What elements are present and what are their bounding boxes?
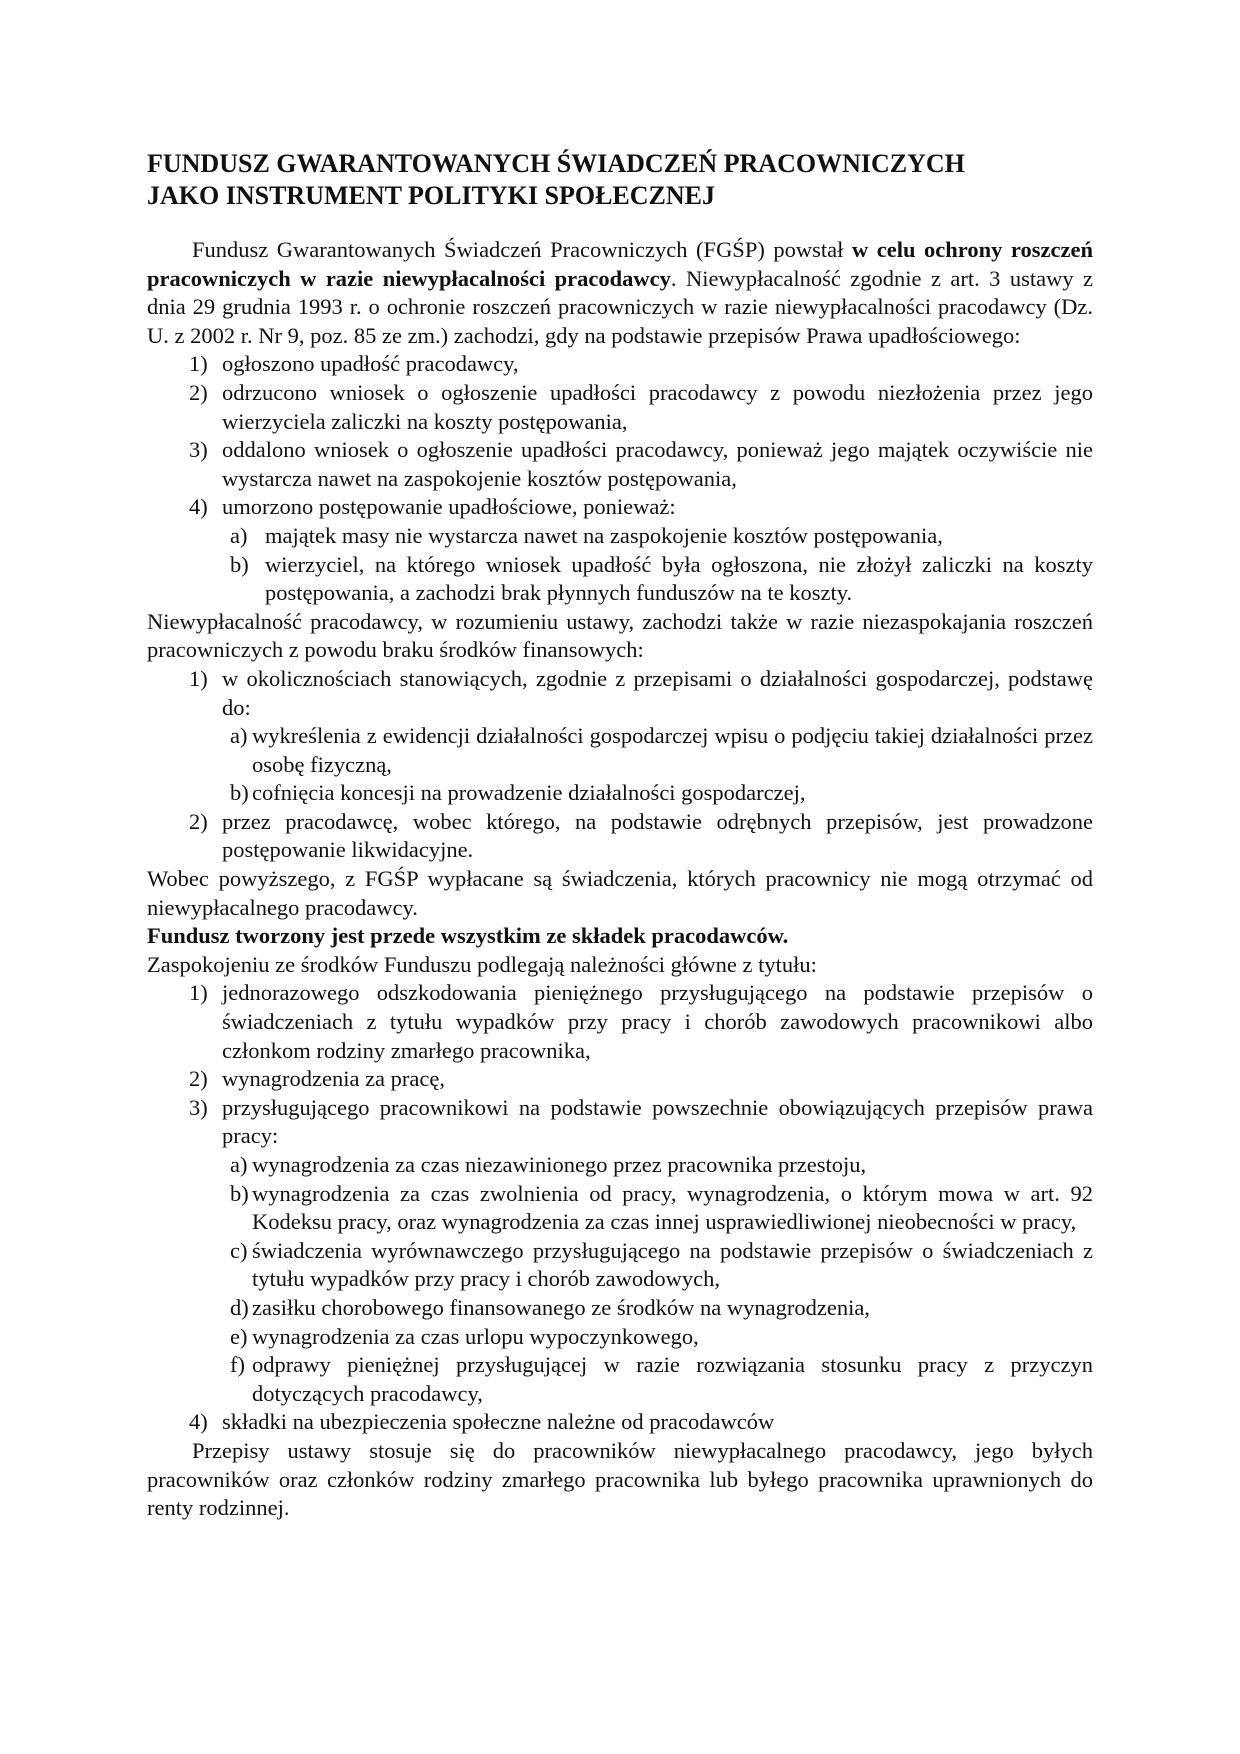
- paragraph-5: Zaspokojeniu ze środków Funduszu podlegają należności główne z tytułu:: [147, 951, 817, 977]
- sub-list-item-text: zasiłku chorobowego finansowanego ze środków na wynagrodzenia,: [252, 1294, 870, 1320]
- sub-list-marker: b): [230, 1180, 249, 1206]
- list-item: [147, 1094, 1093, 1409]
- list-marker: 2): [189, 808, 208, 834]
- additional-insolvency-list: [147, 665, 1093, 865]
- list-item: [147, 493, 1093, 607]
- list-item: [147, 350, 1093, 379]
- sub-list-item-text: cofnięcia koncesji na prowadzenie działalności gospodarczej,: [252, 780, 806, 806]
- sub-list-item: [147, 1323, 1093, 1352]
- sub-list-marker: d): [230, 1294, 249, 1320]
- sub-list-marker: e): [230, 1323, 248, 1349]
- list-item: [147, 979, 1093, 1065]
- title-line-2: JAKO INSTRUMENT POLITYKI SPOŁECZNEJ: [147, 181, 716, 210]
- intro-text-end: . Niewypłacalność zgodnie z art. 3 ustawy z dnia 29 grudnia 1993 r. o ochronie roszczeń pracowniczych w razie niewypłacalności pracodawcy (Dz. U. z 2002 r. Nr 9, poz. 85 ze zm.) zachodzi, gdy na podstawie przepisów Prawa upadłościowego:: [147, 265, 1093, 348]
- sub-list-item: [147, 1237, 1093, 1294]
- sub-list-marker: a): [230, 1152, 248, 1177]
- list-item-text: wynagrodzenia za pracę,: [222, 1066, 445, 1092]
- sub-list: [222, 1151, 1093, 1408]
- list-item-text: oddalono wniosek o ogłoszenie upadłości pracodawcy, ponieważ jego majątek oczywiście nie wystarcza nawet na zaspokojenie kosztów postępowania,: [222, 437, 1093, 491]
- document-body: [147, 148, 1093, 1523]
- sub-list-item: [147, 1351, 1093, 1408]
- sub-list-item: [147, 1294, 1093, 1323]
- sub-list: [222, 522, 1093, 608]
- sub-list-item-text: świadczenia wyrównawczego przysługującego na podstawie przepisów o świadczeniach z tytułu wypadków przy pracy i chorób zawodowych,: [252, 1237, 1093, 1292]
- sub-list-marker: a): [230, 522, 248, 548]
- list-item: [147, 436, 1093, 493]
- document-title: [147, 148, 1093, 212]
- list-item-text: umorzono postępowanie upadłościowe, ponieważ:: [222, 494, 676, 520]
- list-item: [147, 1408, 1093, 1437]
- covered-claims-list: [147, 979, 1093, 1437]
- sub-list-item-text: majątek masy nie wystarcza nawet na zaspokojenie kosztów postępowania,: [265, 522, 943, 548]
- sub-list-item-text: wykreślenia z ewidencji działalności gospodarczej wpisu o podjęciu takiej działalności przez osobę fizyczną,: [252, 723, 1093, 777]
- list-marker: 3): [189, 1094, 208, 1120]
- sub-list-item-text: odprawy pieniężnej przysługującej w razie rozwiązania stosunku pracy z przyczyn dotyczących pracodawcy,: [252, 1352, 1093, 1406]
- sub-list-item: [147, 722, 1093, 779]
- list-marker: 1): [189, 351, 208, 377]
- list-item-text: jednorazowego odszkodowania pieniężnego przysługującego na podstawie przepisów o świadczeniach z tytułu wypadków przy pracy i chorób zawodowych pracownikowi albo członkom rodziny zmarłego pracownika,: [222, 980, 1093, 1063]
- sub-list-marker: b): [230, 780, 249, 806]
- sub-list-item-text: wynagrodzenia za czas zwolnienia od pracy, wynagrodzenia, o którym mowa w art. 92 Kodeksu pracy, oraz wynagrodzenia za czas innej usprawiedliwionej nieobecności w pracy,: [252, 1180, 1093, 1235]
- list-marker: 4): [189, 1409, 208, 1435]
- bold-statement: Fundusz tworzony jest przede wszystkim ze składek pracodawców.: [147, 923, 789, 949]
- list-marker: 2): [189, 1066, 208, 1092]
- list-marker: 3): [189, 437, 208, 463]
- paragraph-4-bold: [147, 922, 1093, 951]
- list-item: [147, 1065, 1093, 1094]
- list-marker: 1): [189, 980, 208, 1006]
- list-marker: 4): [189, 494, 208, 520]
- sub-list-item-text: wynagrodzenia za czas niezawinionego przez pracownika przestoju,: [252, 1152, 867, 1177]
- sub-list-item: [147, 551, 1093, 608]
- sub-list: [222, 722, 1093, 808]
- sub-list-marker: a): [230, 723, 248, 749]
- list-item-text: przez pracodawcę, wobec którego, na podstawie odrębnych przepisów, jest prowadzone postępowanie likwidacyjne.: [222, 808, 1093, 863]
- sub-list-item: [147, 1180, 1093, 1237]
- sub-list-marker: c): [230, 1237, 248, 1263]
- title-line-1: FUNDUSZ GWARANTOWANYCH ŚWIADCZEŃ PRACOWNICZYCH: [147, 149, 965, 178]
- list-marker: 1): [189, 665, 208, 691]
- list-item-text: ogłoszono upadłość pracodawcy,: [222, 351, 519, 377]
- sub-list-item-text: wynagrodzenia za czas urlopu wypoczynkowego,: [252, 1323, 699, 1349]
- sub-list-item: [147, 1151, 1093, 1180]
- sub-list-item-text: wierzyciel, na którego wniosek upadłość była ogłoszona, nie złożył zaliczki na koszty postępowania, a zachodzi brak płynnych funduszów na te koszty.: [265, 551, 1093, 606]
- list-item: [147, 379, 1093, 436]
- intro-paragraph: [147, 236, 1093, 350]
- list-item-text: składki na ubezpieczenia społeczne należne od pracodawców: [222, 1409, 775, 1435]
- sub-list-marker: f): [230, 1352, 245, 1378]
- list-item-text: odrzucono wniosek o ogłoszenie upadłości pracodawcy z powodu niezłożenia przez jego wierzyciela zaliczki na koszty postępowania,: [222, 379, 1093, 434]
- sub-list-item: [147, 779, 1093, 808]
- list-item-text: w okolicznościach stanowiących, zgodnie z przepisami o działalności gospodarczej, podstawę do:: [222, 665, 1093, 720]
- sub-list-marker: b): [230, 551, 249, 577]
- intro-text-start: Fundusz Gwarantowanych Świadczeń Pracowniczych (FGŚP) powstał: [192, 237, 852, 262]
- paragraph-2: Niewypłacalność pracodawcy, w rozumieniu ustawy, zachodzi także w razie niezaspokajania roszczeń pracowniczych z powodu braku środków finansowych:: [147, 608, 1093, 663]
- intro-bold-text: w celu ochrony roszczeń pracowniczych w razie niewypłacalności pracodawcy: [147, 237, 1093, 291]
- list-item-text: przysługującego pracownikowi na podstawie powszechnie obowiązujących przepisów prawa pracy:: [222, 1094, 1093, 1149]
- sub-list-item: [147, 522, 1093, 551]
- list-marker: 2): [189, 379, 208, 405]
- insolvency-conditions-list: [147, 350, 1093, 607]
- paragraph-3: Wobec powyższego, z FGŚP wypłacane są świadczenia, których pracownicy nie mogą otrzymać od niewypłacalnego pracodawcy.: [147, 866, 1093, 920]
- closing-paragraph: Przepisy ustawy stosuje się do pracowników niewypłacalnego pracodawcy, jego byłych pracowników oraz członków rodziny zmarłego pracownika lub byłego pracownika uprawnionych do renty rodzinnej.: [147, 1437, 1093, 1521]
- list-item: [147, 808, 1093, 865]
- list-item: [147, 665, 1093, 808]
